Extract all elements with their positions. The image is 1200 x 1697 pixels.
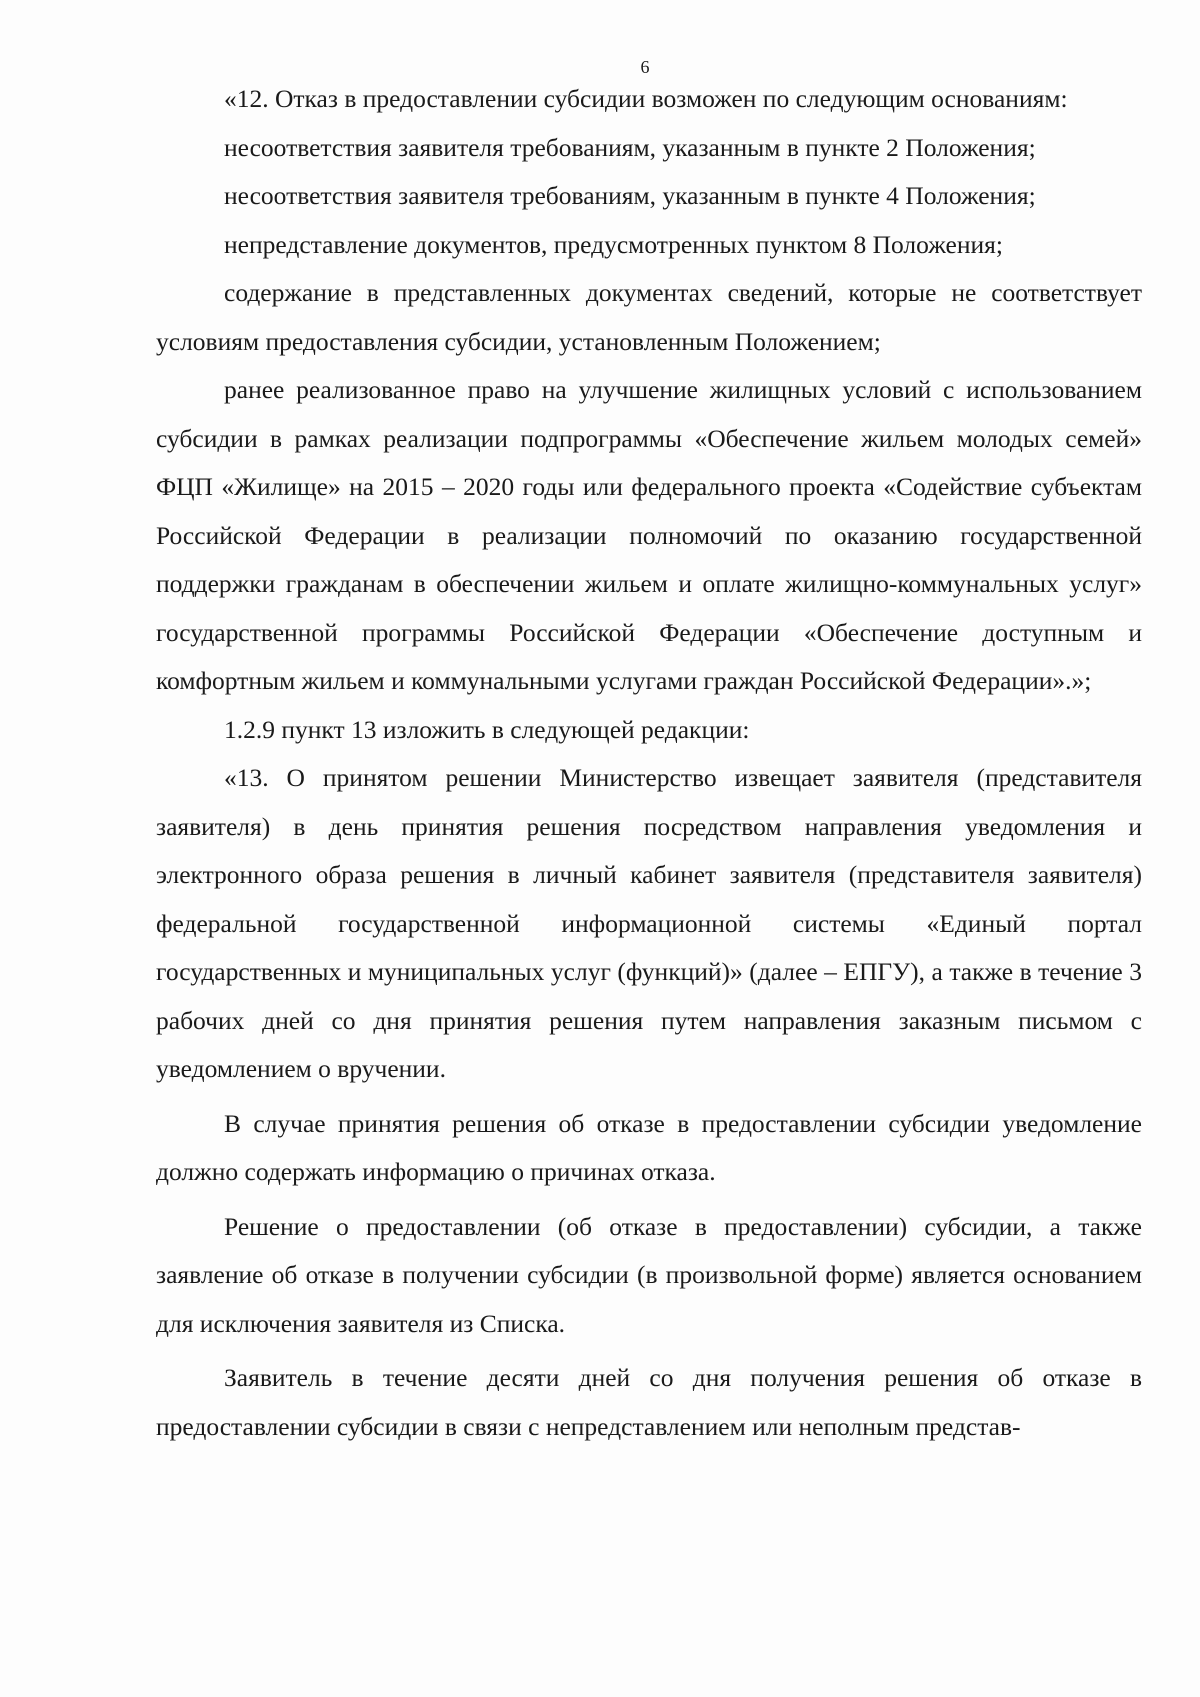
page-number: 6 <box>640 57 650 77</box>
paragraph-ground-2: несоответствия заявителя требованиям, указанным в пункте 4 Положения; <box>224 181 1036 210</box>
paragraph-amendment-1-2-9: 1.2.9 пункт 13 изложить в следующей редакции: <box>224 714 750 744</box>
paragraph-applicant-term: Заявитель в течение десяти дней со дня получения решения об отказе в предоставлении субсидии в связи с непредставлением или неполным представ- <box>156 1363 1142 1441</box>
paragraph-item-12: «12. Отказ в предоставлении субсидии возможен по следующим основаниям: <box>224 84 1068 113</box>
paragraph-ground-1: несоответствия заявителя требованиям, указанным в пункте 2 Положения; <box>224 132 1036 162</box>
paragraph-refusal-notice: В случае принятия решения об отказе в предоставлении субсидии уведомление должно содержать информацию о причинах отказа. <box>156 1108 1142 1186</box>
paragraph-ground-5: ранее реализованное право на улучшение жилищных условий с использованием субсидии в рамках реализации подпрограммы «Обеспечение жильем молодых семей» ФЦП «Жилище» на 2015 – 2020 годы или федерального проекта «Содействие субъектам Российской Федерации в реализации полномочий по оказанию государственной поддержки гражданам в обеспечении жильем и оплате жилищно-коммунальных услуг» государственной программы Российской Федерации «Обеспечение доступным и комфортным жильем и коммунальными услугами граждан Российской Федерации».»; <box>156 375 1142 695</box>
document-body <box>156 75 1142 1451</box>
paragraph-item-13: «13. О принятом решении Министерство извещает заявителя (представителя заявителя) в день принятия решения посредством направления уведомления и электронного образа решения в личный кабинет заявителя (представителя заявителя) федеральной государственной информационной системы «Единый портал государственных и муниципальных услуг (функций)» (далее – ЕПГУ), а также в течение 3 рабочих дней со дня принятия решения путем направления заказным письмом с уведомлением о вручении. <box>156 763 1142 1083</box>
paragraph-ground-4: содержание в представленных документах сведений, которые не соответствует условиям предоставления субсидии, установленным Положением; <box>156 278 1142 356</box>
paragraph-decision-basis: Решение о предоставлении (об отказе в предоставлении) субсидии, а также заявление об отказе в получении субсидии (в произвольной форме) является основанием для исключения заявителя из Списка. <box>156 1211 1142 1338</box>
paragraph-ground-3: непредставление документов, предусмотренных пунктом 8 Положения; <box>224 229 1003 259</box>
